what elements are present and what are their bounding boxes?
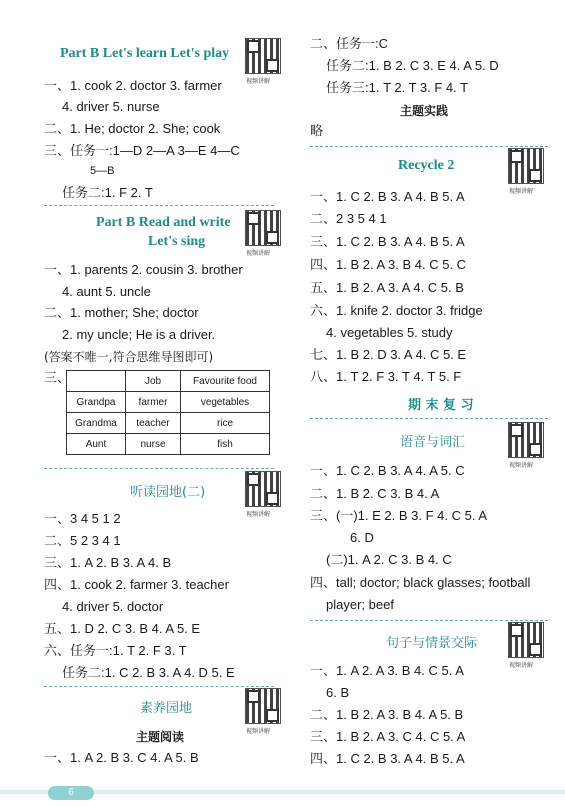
answer-line: 6. D xyxy=(350,530,374,545)
qr-label: 视频讲解 xyxy=(246,250,271,257)
answer-line: 2. my uncle; He is a driver. xyxy=(62,327,216,342)
table-cell: Aunt xyxy=(67,434,126,455)
answer-table xyxy=(66,370,270,455)
answer-line: 任务二:1. C 2. B 3. A 4. D 5. E xyxy=(62,665,235,680)
table-row xyxy=(67,434,270,455)
table-cell xyxy=(67,371,126,392)
answer-line: 三、(一)1. E 2. B 3. F 4. C 5. A xyxy=(310,508,487,523)
qr-code-icon[interactable] xyxy=(508,622,544,658)
qr-code-icon[interactable] xyxy=(508,148,544,184)
table-cell: teacher xyxy=(126,413,181,434)
subsection-title-zhuti-shijian: 主题实践 xyxy=(400,104,449,118)
section-divider xyxy=(310,146,548,147)
answer-line: 二、2 3 5 4 1 xyxy=(310,211,387,226)
section-title-recycle: Recycle 2 xyxy=(398,158,455,173)
table-row xyxy=(67,392,270,413)
table-cell: nurse xyxy=(126,434,181,455)
answer-line: 4. driver 5. nurse xyxy=(62,99,160,114)
answer-line: 六、任务一:1. T 2. F 3. T xyxy=(44,643,187,658)
qr-label: 视频讲解 xyxy=(246,511,271,518)
answer-line: 二、5 2 3 4 1 xyxy=(44,533,121,548)
answer-line: 二、任务一:C xyxy=(310,36,389,51)
answer-line: 一、1. cook 2. doctor 3. farmer xyxy=(44,78,222,93)
answer-line: 三、 xyxy=(44,370,71,385)
answer-line: 七、1. B 2. D 3. A 4. C 5. E xyxy=(310,347,467,362)
section-title-yuyin: 语音与词汇 xyxy=(400,435,466,450)
answer-line: 四、tall; doctor; black glasses; football xyxy=(310,575,531,590)
section-divider xyxy=(44,468,274,469)
answer-line: 二、1. mother; She; doctor xyxy=(44,305,199,320)
subsection-title-zhuti-yuedu: 主题阅读 xyxy=(136,730,185,744)
table-cell: Grandma xyxy=(67,413,126,434)
qr-code-icon[interactable] xyxy=(245,688,281,724)
page-number: 6 xyxy=(48,786,94,800)
answer-line: 4. aunt 5. uncle xyxy=(62,284,151,299)
section-title-part-b-learn: Part B Let's learn Let's play xyxy=(60,46,230,61)
qr-code-icon[interactable] xyxy=(508,422,544,458)
answer-line: 八、1. T 2. F 3. T 4. T 5. F xyxy=(310,369,462,384)
answer-line: 一、3 4 5 1 2 xyxy=(44,511,121,526)
qr-label: 视频讲解 xyxy=(509,188,534,195)
answer-line: player; beef xyxy=(326,597,394,612)
section-divider xyxy=(310,418,548,419)
answer-line: 6. B xyxy=(326,685,350,700)
answer-line: 三、1. C 2. B 3. A 4. B 5. A xyxy=(310,234,465,249)
section-title-qimo: 期 末 复 习 xyxy=(408,398,474,413)
answer-line: 任务三:1. T 2. T 3. F 4. T xyxy=(326,80,469,95)
qr-code-icon[interactable] xyxy=(245,471,281,507)
answer-line: 4. driver 5. doctor xyxy=(62,599,164,614)
table-cell: Job xyxy=(126,371,181,392)
qr-label: 视频讲解 xyxy=(509,462,534,469)
answer-line: 三、1. B 2. A 3. C 4. C 5. A xyxy=(310,729,466,744)
table-cell: farmer xyxy=(126,392,181,413)
section-title-juzi: 句子与情景交际 xyxy=(386,636,478,651)
answer-line: 略 xyxy=(310,124,324,139)
section-title-suyang: 素养园地 xyxy=(140,701,193,716)
qr-label: 视频讲解 xyxy=(509,662,534,669)
answer-line: 六、1. knife 2. doctor 3. fridge xyxy=(310,303,483,318)
table-cell: Grandpa xyxy=(67,392,126,413)
answer-line: (二)1. A 2. C 3. B 4. C xyxy=(326,552,452,567)
answer-line: 五、1. B 2. A 3. A 4. C 5. B xyxy=(310,280,464,295)
qr-label: 视频讲解 xyxy=(246,78,271,85)
answer-line: 二、1. B 2. A 3. B 4. A 5. B xyxy=(310,707,464,722)
answer-line: 一、1. C 2. B 3. A 4. A 5. C xyxy=(310,463,465,478)
answer-line: 三、任务一:1—D 2—A 3—E 4—C xyxy=(44,143,240,158)
section-divider xyxy=(44,686,274,687)
answer-line: 五、1. D 2. C 3. B 4. A 5. E xyxy=(44,621,201,636)
answer-line: 一、1. A 2. A 3. B 4. C 5. A xyxy=(310,663,464,678)
qr-code-icon[interactable] xyxy=(245,38,281,74)
table-cell: rice xyxy=(181,413,270,434)
table-row xyxy=(67,413,270,434)
answer-line: 4. vegetables 5. study xyxy=(326,325,453,340)
answer-line: 任务二:1. B 2. C 3. E 4. A 5. D xyxy=(326,58,499,73)
answer-line: 任务二:1. F 2. T xyxy=(62,185,153,200)
answer-line: 一、1. parents 2. cousin 3. brother xyxy=(44,262,243,277)
section-title-tingdu: 听读园地(二) xyxy=(130,485,206,500)
table-header-row xyxy=(67,371,270,392)
answer-line: 一、1. C 2. B 3. A 4. B 5. A xyxy=(310,189,465,204)
answer-line: 三、1. A 2. B 3. A 4. B xyxy=(44,555,172,570)
answer-line: 四、1. C 2. B 3. A 4. B 5. A xyxy=(310,751,465,766)
section-divider xyxy=(44,205,274,206)
section-title-part-b-read: Part B Read and write xyxy=(96,215,231,230)
answer-line: 一、1. A 2. B 3. C 4. A 5. B xyxy=(44,750,199,765)
qr-label: 视频讲解 xyxy=(246,728,271,735)
answer-line: 5—B xyxy=(90,165,115,177)
answer-line: 四、1. cook 2. farmer 3. teacher xyxy=(44,577,229,592)
qr-code-icon[interactable] xyxy=(245,210,281,246)
answer-line: 四、1. B 2. A 3. B 4. C 5. C xyxy=(310,257,467,272)
answer-note: (答案不唯一,符合思维导图即可) xyxy=(44,350,214,364)
table-cell: fish xyxy=(181,434,270,455)
section-title-lets-sing: Let's sing xyxy=(148,234,206,249)
answer-line: 二、1. He; doctor 2. She; cook xyxy=(44,121,221,136)
table-cell: Favourite food xyxy=(181,371,270,392)
table-cell: vegetables xyxy=(181,392,270,413)
section-divider xyxy=(310,620,548,621)
answer-line: 二、1. B 2. C 3. B 4. A xyxy=(310,486,440,501)
